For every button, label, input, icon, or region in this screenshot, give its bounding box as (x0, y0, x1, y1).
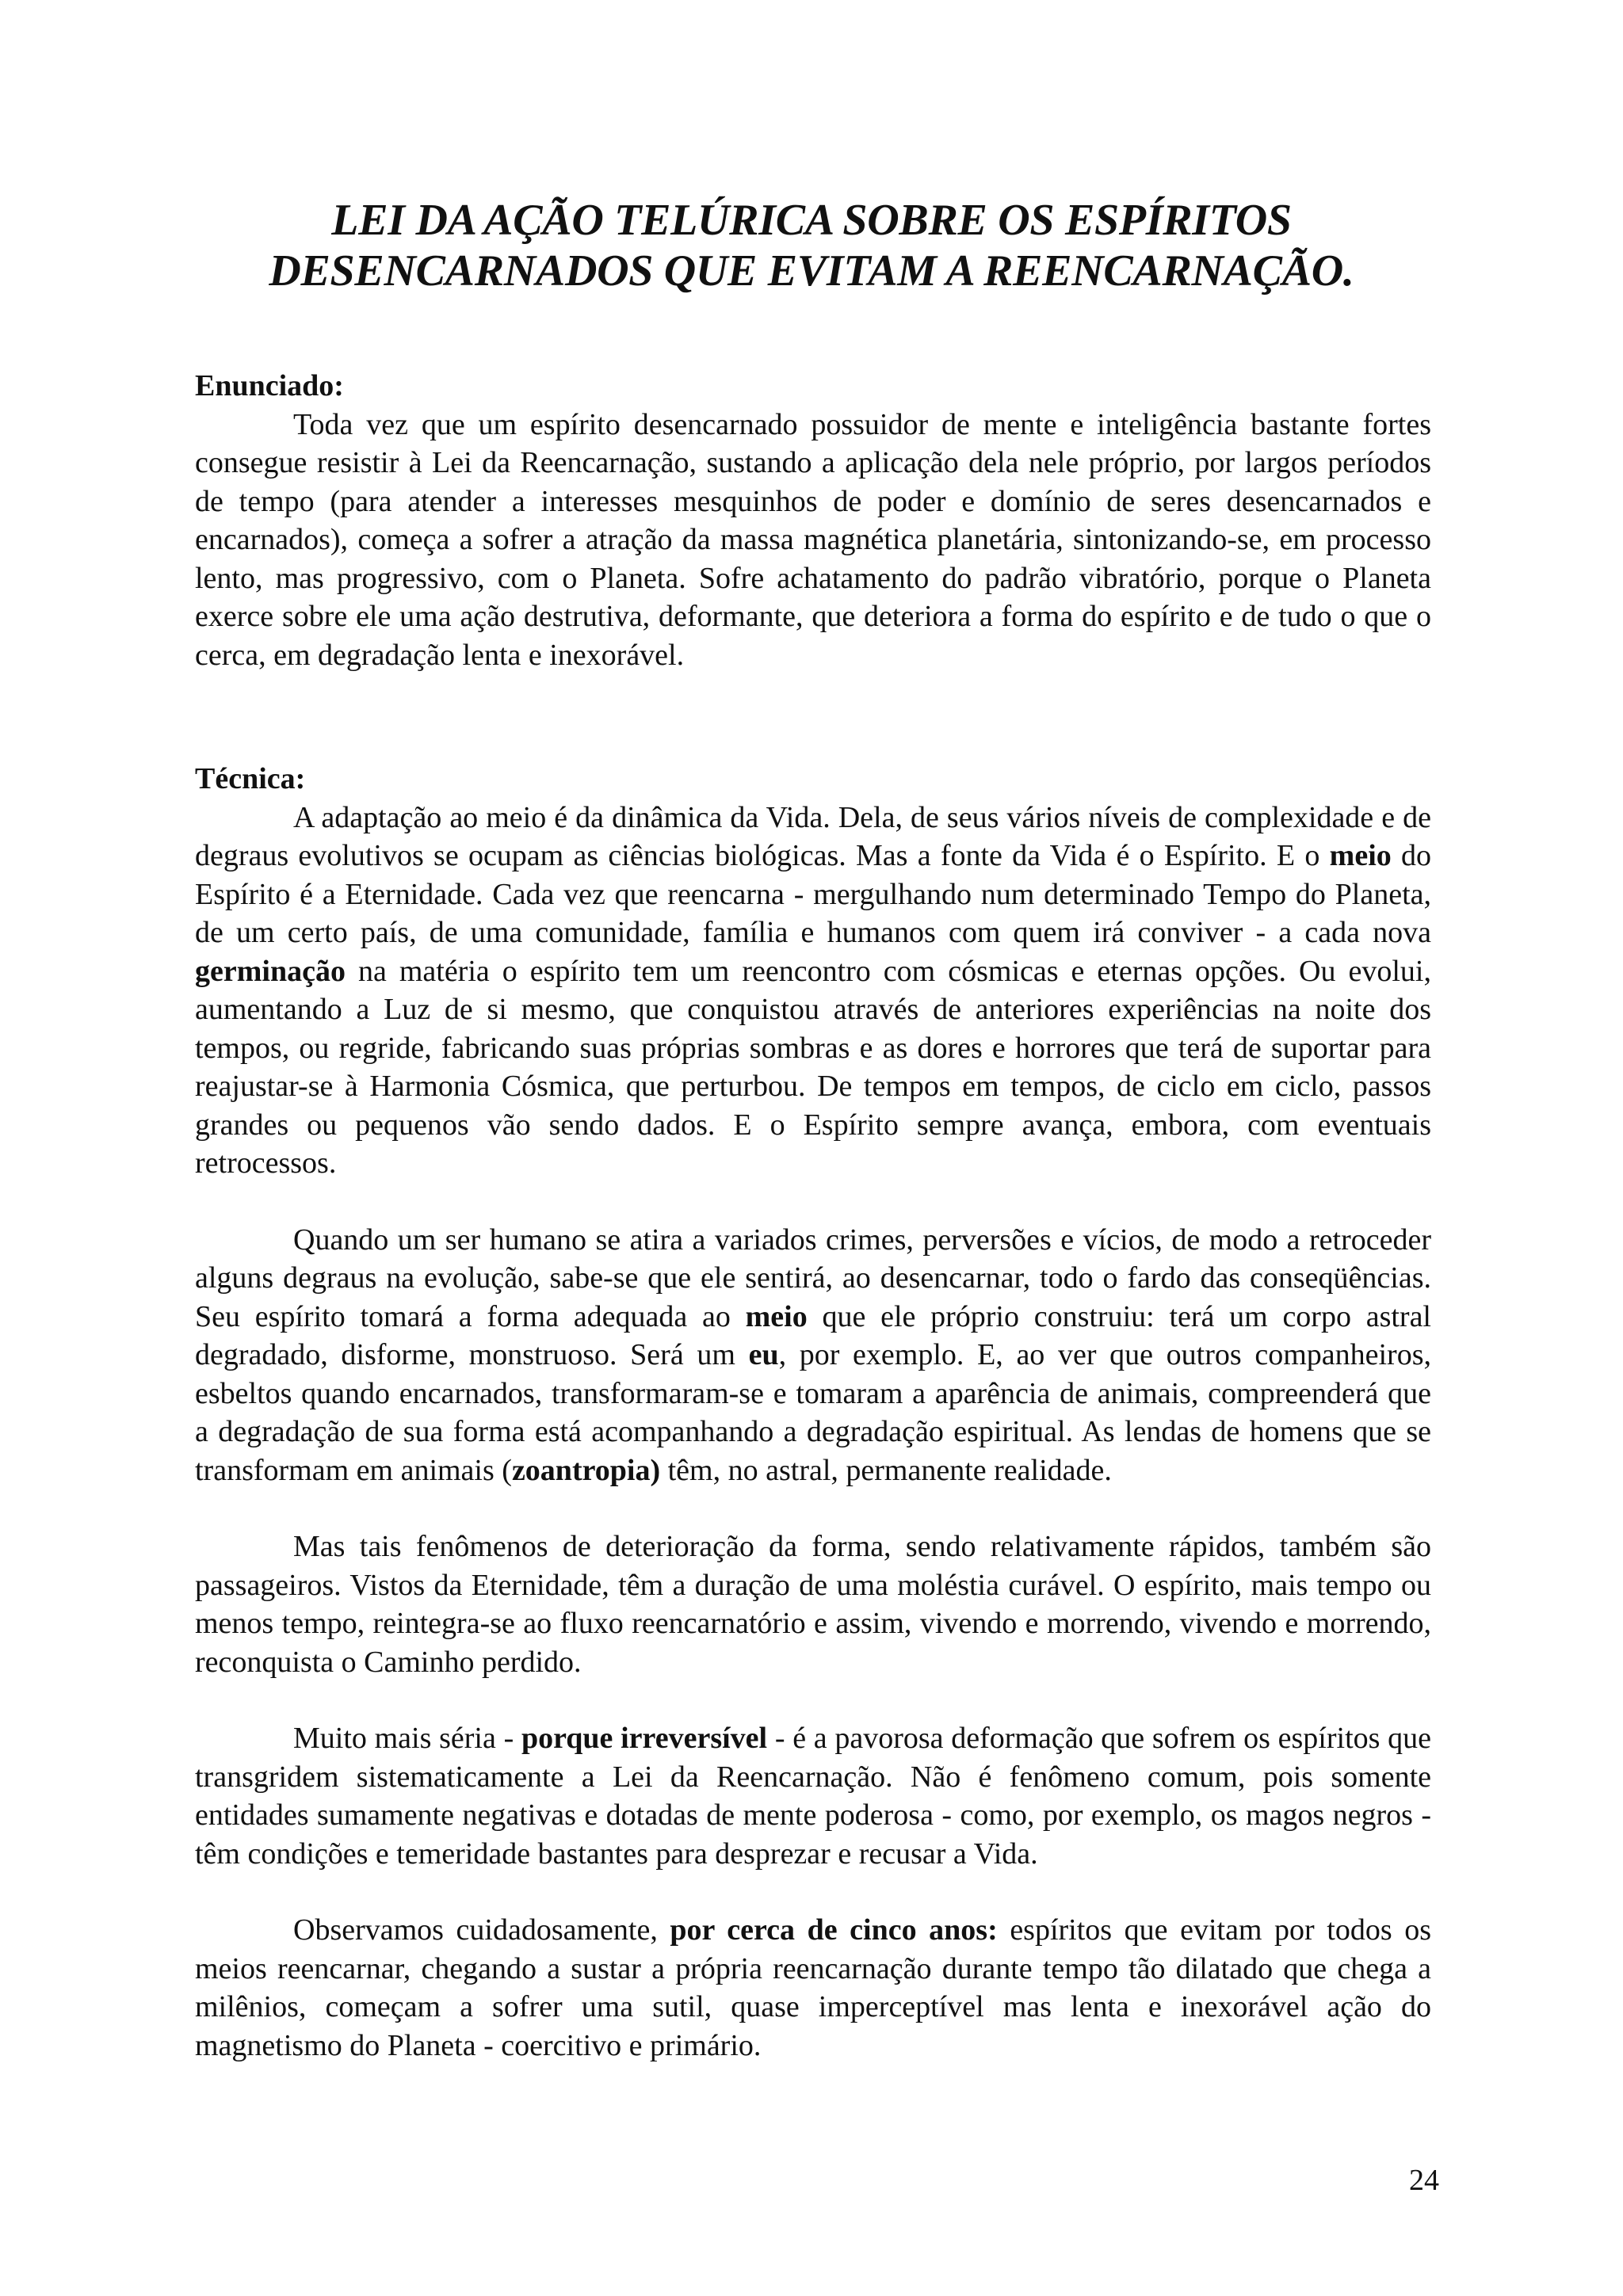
bold-term-zoantropia: zoantropia) (511, 1453, 661, 1487)
tecnica-paragraph-1 (195, 799, 1431, 1183)
bold-term-meio: meio (1329, 839, 1392, 872)
enunciado-paragraph: Toda vez que um espírito desencarnado possuidor de mente e inteligência bastante fortes consegue resistir à Lei da Reencarnação, sustando a aplicação dela nele próprio, por largos períodos de tempo (para atender a interesses mesquinhos de poder e domínio de seres desencarnados e encarnados), começa a sofrer a atração da massa magnética planetária, sintonizando-se, em processo lento, mas progressivo, com o Planeta. Sofre achatamento do padrão vibratório, porque o Planeta exerce sobre ele uma ação destrutiva, deformante, que deteriora a forma do espírito e de tudo o que o cerca, em degradação lenta e inexorável. (195, 407, 1431, 672)
paragraph-spacer (195, 1681, 1431, 1719)
page-number: 24 (1409, 2164, 1439, 2197)
tecnica-paragraph-4 (195, 1719, 1431, 1873)
text-run: Quando um ser humano se atira a variados crimes, perversões e vícios, de modo a retroceder alguns degraus na evolução, sabe-se que ele sentirá, ao desencarnar, todo o fardo das conseqüências. Seu espírito tomará a forma adequada ao (195, 1222, 1431, 1333)
text-run: têm, no astral, permanente realidade. (660, 1453, 1112, 1487)
text-run: - é a pavorosa deformação que sofrem os espíritos que transgridem sistematicamente a Lei da Reencarnação. Não é fenômeno comum, pois somente entidades sumamente negativas e dotadas de mente poderosa - como, por exemplo, os magos negros - têm condições e temeridade bastantes para desprezar e recusar a Vida. (195, 1722, 1432, 1871)
bold-term-germinacao: germinação (195, 954, 346, 988)
paragraph-spacer (195, 1873, 1431, 1911)
text-run: do Espírito é a Eternidade. Cada vez que reencarna - mergulhando num determinado Tempo do Planeta, de um certo país, de uma comunidade, família e humanos com quem irá conviver - a cada nova (195, 839, 1432, 949)
bold-term-cinco-anos: por cerca de cinco anos: (670, 1913, 998, 1947)
enunciado-label: Enunciado: (195, 369, 344, 402)
title-line-2: DESENCARNADOS QUE EVITAM A REENCARNAÇÃO. (269, 246, 1354, 296)
section-spacer (195, 674, 1431, 760)
tecnica-paragraph-5 (195, 1911, 1431, 2065)
page-title (158, 195, 1465, 296)
text-run: na matéria o espírito tem um reencontro com cósmicas e eternas opções. Ou evolui, aumentando a Luz de si mesmo, que conquistou através de anteriores experiências na noite dos tempos, ou regride, fabricando suas próprias sombras e as dores e horrores que terá de suportar para reajustar-se à Harmonia Cósmica, que perturbou. De tempos em tempos, de ciclo em ciclo, passos grandes ou pequenos vão sendo dados. E o Espírito sempre avança, embora, com eventuais retrocessos. (195, 954, 1431, 1180)
bold-term-meio: meio (745, 1299, 808, 1333)
text-run: que ele próprio construiu: terá um corpo astral degradado, disforme, monstruoso. Será um (195, 1299, 1431, 1371)
title-line-1: LEI DA AÇÃO TELÚRICA SOBRE OS ESPÍRITOS (331, 196, 1292, 245)
text-run: Observamos cuidadosamente, (293, 1913, 670, 1947)
text-run: A adaptação ao meio é da dinâmica da Vida. Dela, de seus vários níveis de complexidade e de degraus evolutivos se ocupam as ciências biológicas. Mas a fonte da Vida é o Espírito. E o (195, 800, 1431, 872)
tecnica-label: Técnica: (195, 762, 306, 795)
paragraph-spacer (195, 1489, 1431, 1527)
text-run: Muito mais séria - (293, 1722, 521, 1755)
paragraph-spacer (195, 1183, 1431, 1221)
document-body (195, 367, 1431, 2065)
tecnica-paragraph-3: Mas tais fenômenos de deterioração da forma, sendo relativamente rápidos, também são passageiros. Vistos da Eternidade, têm a duração de uma moléstia curável. O espírito, mais tempo ou menos tempo, reintegra-se ao fluxo reencarnatório e assim, vivendo e morrendo, vivendo e morrendo, reconquista o Caminho perdido. (195, 1530, 1431, 1679)
text-run: , por exemplo. E, ao ver que outros companheiros, esbeltos quando encarnados, transformaram-se e tomaram a aparência de animais, compreenderá que a degradação de sua forma está acompanhando a degradação espiritual. As lendas de homens que se transformam em animais ( (195, 1338, 1431, 1487)
bold-term-irreversivel: porque irreversível (521, 1722, 768, 1755)
bold-term-eu: eu (748, 1338, 779, 1371)
text-run: espíritos que evitam por todos os meios reencarnar, chegando a sustar a própria reencarnação durante tempo tão dilatado que chega a milênios, começam a sofrer uma sutil, quase imperceptível mas lenta e inexorável ação do magnetismo do Planeta - coercitivo e primário. (195, 1913, 1431, 2062)
tecnica-paragraph-2 (195, 1221, 1431, 1490)
